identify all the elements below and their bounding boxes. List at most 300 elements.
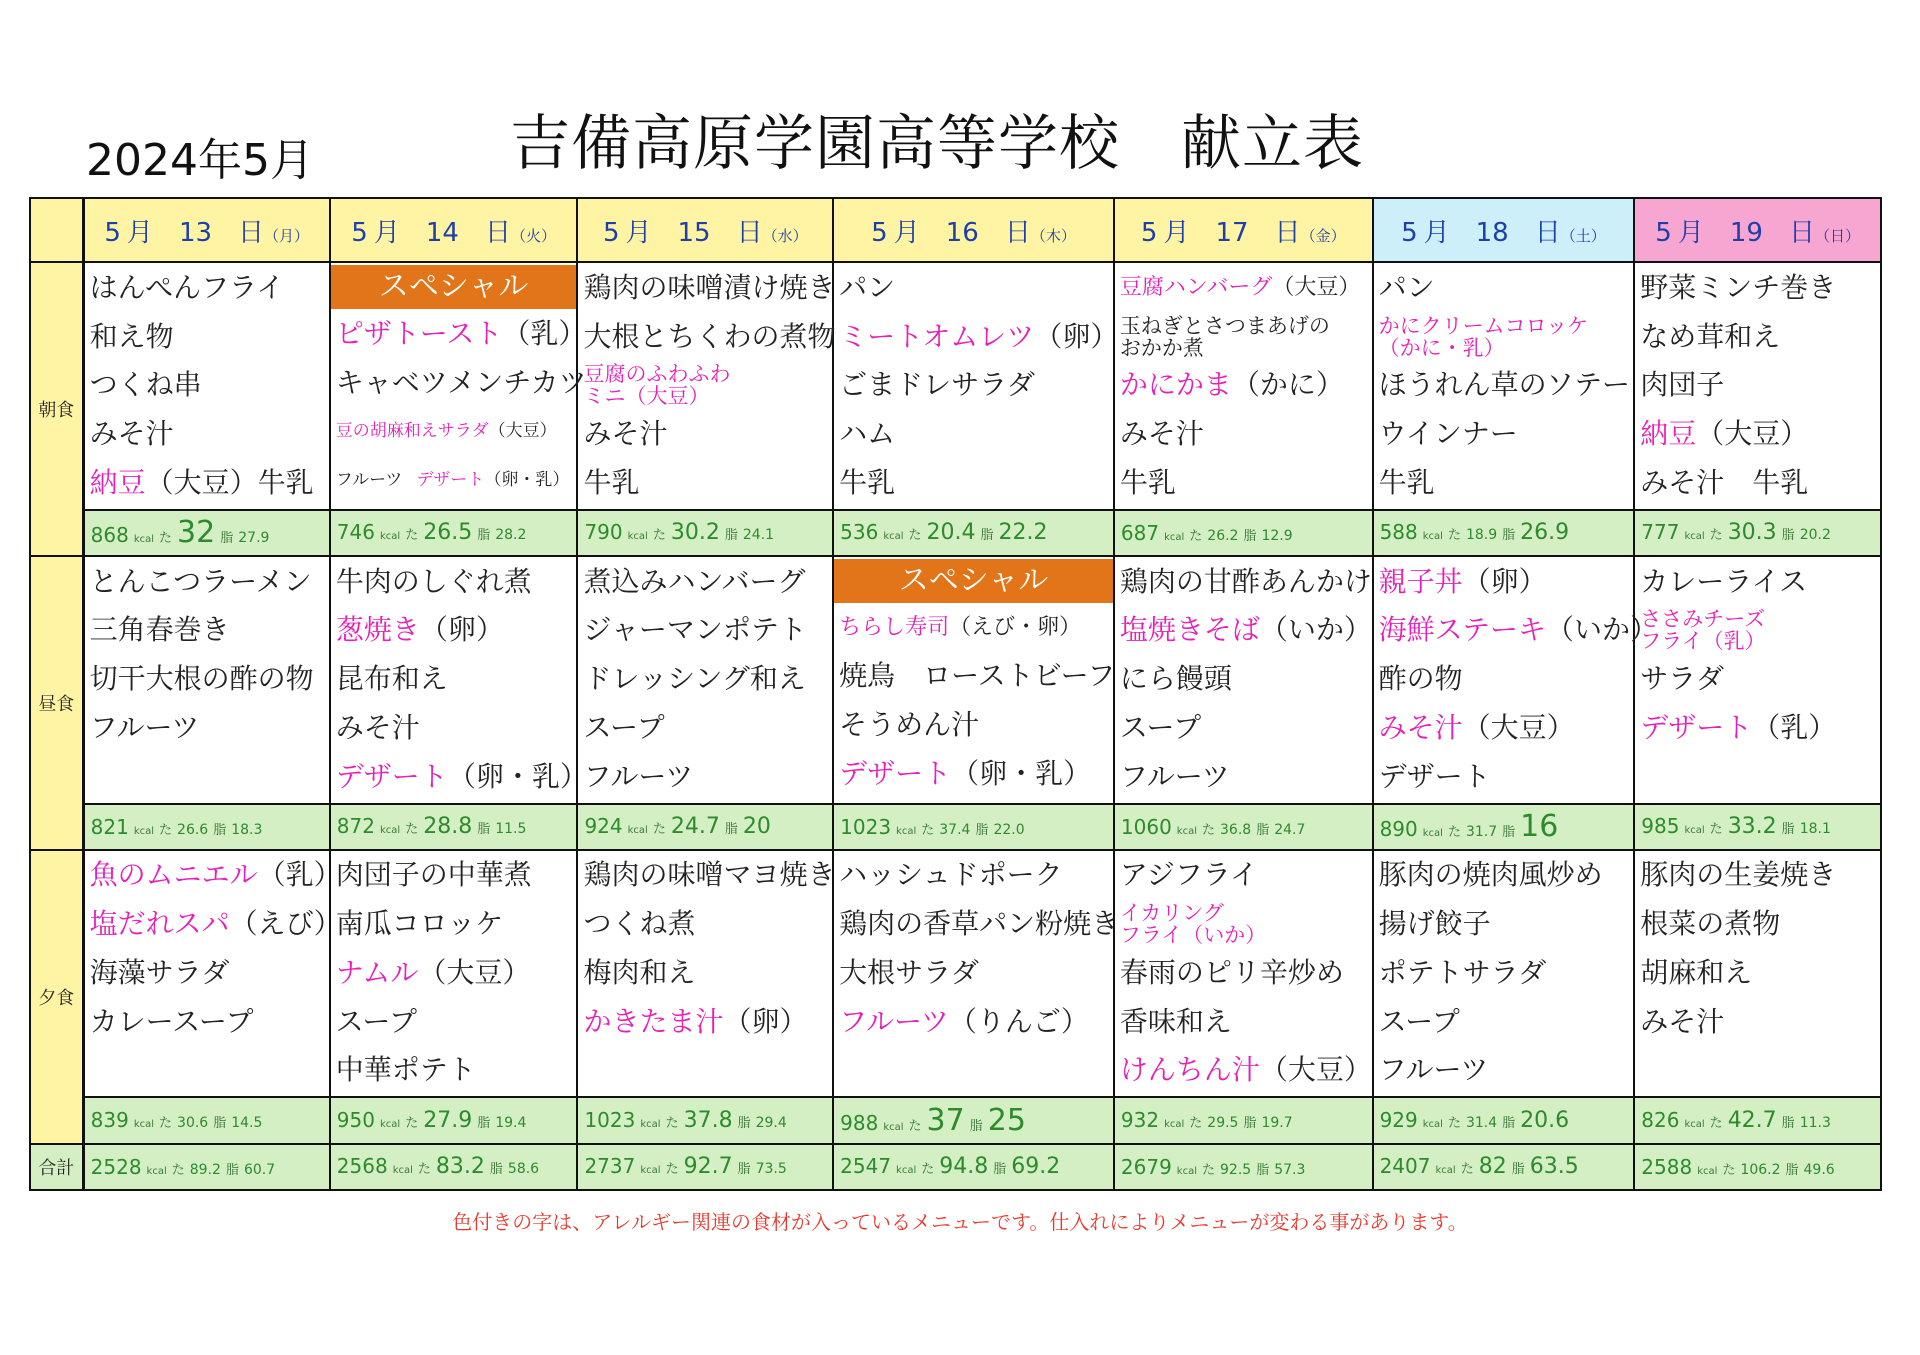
menu-item [85,1046,329,1095]
protein-label: た [1722,1162,1736,1178]
breakfast-label: 朝食 [30,262,83,556]
kcal-unit: kcal [627,825,648,837]
kcal-value: 2588 [1641,1154,1693,1179]
menu-item-text: 切干大根の酢の物 [89,662,314,696]
menu-item [1374,459,1634,508]
nutrition-cell [833,510,1114,556]
menu-item-text: ポテトサラダ [1378,955,1547,989]
kcal-value: 932 [1120,1108,1160,1133]
fat-value: 18.1 [1799,821,1831,838]
menu-item [85,263,329,312]
header-month: 5 [104,217,121,248]
protein-label: た [665,1115,679,1131]
header-month-suffix: 月 [126,217,153,248]
nutrition-cell [83,1097,330,1143]
protein-value: 27.9 [423,1107,473,1133]
lunch-cell [330,556,588,803]
menu-item [578,557,832,606]
breakfast-cell [1373,262,1635,509]
fat-value: 29.4 [755,1114,787,1131]
menu-item-text: フルーツ [1119,759,1230,793]
menu-item-text: 野菜ミンチ巻き [1640,270,1837,304]
nutrition-cell [833,804,1114,850]
menu-item [331,606,577,655]
menu-item-text: みそ汁 [335,710,420,744]
kcal-value: 950 [336,1107,375,1132]
nutrition-line [1374,520,1634,545]
menu-item-text: フルーツ [1378,1053,1489,1087]
protein-value: 30.3 [1727,520,1777,546]
menu-item-text: （卵） [1462,564,1547,598]
menu-item [331,309,587,358]
header-day: 18 [1475,217,1509,248]
kcal-value: 777 [1641,520,1680,545]
protein-label: た [405,528,419,544]
protein-value: 42.7 [1727,1107,1777,1133]
header-weekday: （木） [1030,226,1076,245]
fat-value: 25 [987,1102,1026,1138]
fat-label: 脂 [489,1162,503,1178]
menu-item-allergen: 豆の胡麻和えサラダ [335,420,489,441]
nutrition-line [1635,1155,1880,1179]
dinner-row [30,850,1881,1097]
menu-item [834,263,1113,312]
menu-item-allergen: 豆腐ハンバーグ [1119,274,1273,300]
menu-item-allergen: デザート [335,759,448,793]
menu-item-text: （いか） [1546,613,1659,647]
menu-item [1115,704,1372,753]
nutrition-line [331,814,577,839]
fat-label: 脂 [213,822,227,838]
menu-item [1374,948,1634,997]
menu-item-text: 春雨のピリ辛炒め [1119,955,1344,989]
menu-item-text: スープ [1119,710,1202,744]
nutrition-line [85,815,329,839]
day-header [833,198,1114,262]
kcal-unit: kcal [1684,531,1705,543]
menu-item [85,606,329,655]
header-month: 5 [1140,217,1158,248]
menu-item-text: キャベツメンチカツ [335,365,587,399]
menu-item [1635,606,1880,655]
protein-label: た [921,822,935,838]
menu-item [1374,606,1659,655]
menu-item [834,603,1113,652]
menu-item-text: （卵） [419,613,504,647]
breakfast-cell [833,262,1119,509]
menu-item [834,900,1120,949]
day-header [1634,198,1881,262]
nutrition-line [1635,814,1880,839]
protein-label: た [1202,1162,1216,1178]
nutrition-cell [1373,1144,1635,1190]
header-day-suffix: 日 [484,217,511,248]
menu-item [578,1046,832,1095]
protein-value: 33.2 [1727,814,1777,840]
kcal-value: 839 [90,1108,129,1133]
kcal-unit: kcal [896,1165,917,1177]
protein-label: た [1709,1115,1723,1131]
lunch-cell [1114,556,1373,803]
day-header [577,198,833,262]
header-day: 15 [677,217,711,248]
menu-item-text: 豚肉の焼肉風炒め [1378,858,1603,892]
kcal-value: 2568 [336,1154,388,1179]
fat-value: 63.5 [1529,1154,1579,1180]
kcal-value: 588 [1379,520,1418,545]
fat-value: 16 [1520,809,1559,845]
fat-label: 脂 [477,822,491,838]
protein-value: 26.2 [1207,527,1239,544]
nutrition-cell [83,1144,330,1190]
menu-item-text: アジフライ [1119,858,1258,892]
menu-item-allergen: 海鮮ステーキ [1378,613,1547,647]
header-weekday: （日） [1814,226,1860,245]
menu-item-text: なめ茸和え [1640,319,1781,353]
fat-label: 脂 [220,531,234,547]
menu-item-text: 南瓜コロッケ [335,907,504,941]
fat-label: 脂 [1781,528,1795,544]
menu-item-text: パン [839,270,896,304]
protein-value: 92.5 [1220,1161,1252,1178]
kcal-unit: kcal [1176,1165,1197,1177]
kcal-unit: kcal [1684,825,1705,837]
nutrition-line [578,520,832,545]
menu-item-text: 肉団子の中華煮 [335,858,532,892]
protein-label: た [159,531,173,547]
kcal-unit: kcal [379,1118,401,1130]
menu-item-allergen: 塩焼きそば [1119,613,1260,647]
menu-item-text: みそ汁 [1119,417,1204,451]
kcal-value: 2679 [1120,1154,1172,1179]
protein-label: た [159,1116,173,1132]
fat-label: 脂 [1243,528,1257,544]
breakfast-cell [330,262,587,509]
menu-item-text: フルーツ [335,469,403,490]
nutrition-cell [83,804,330,850]
menu-item [1374,361,1634,410]
fat-value: 58.6 [507,1161,540,1178]
protein-value: 24.7 [670,814,720,840]
menu-item [85,900,342,949]
protein-label: た [1189,1116,1203,1132]
lunch-cell [833,556,1114,803]
nutrition-cell [577,510,833,556]
menu-item [578,655,832,704]
header-day: 17 [1215,217,1249,248]
protein-value: 94.8 [939,1154,989,1180]
menu-item-text: カレースープ [89,1004,254,1038]
fat-value: 11.5 [495,821,527,838]
allergy-note: 色付きの字は、アレルギー関連の食材が入っているメニューです。仕入れによりメニューが変わる事があります。 [452,1210,1468,1234]
menu-item-text: （大豆） [1259,1053,1372,1087]
menu-item-allergen: 塩だれスパ [89,907,230,941]
menu-item-allergen: 魚のムニエル [89,858,258,892]
menu-item-text: （卵） [1034,319,1119,353]
nutrition-line [1115,521,1372,545]
menu-item [85,752,329,801]
kcal-value: 2547 [840,1154,892,1179]
menu-item [578,752,832,801]
breakfast-cell [83,262,330,509]
menu-item-line2: フライ（乳） [1640,629,1766,654]
nutrition-line [1115,1155,1372,1179]
menu-item [85,312,329,361]
lunch-row [30,556,1881,803]
kcal-value: 1023 [840,814,892,839]
dinner-cell [83,850,342,1097]
day-header [1373,198,1635,262]
kcal-value: 790 [584,520,623,545]
kcal-value: 821 [90,814,129,839]
menu-item [1635,410,1880,459]
nutrition-cell [577,1144,833,1190]
kcal-value: 924 [584,814,623,839]
menu-item [85,361,329,410]
menu-item [1115,655,1372,704]
kcal-unit: kcal [379,531,401,543]
page-title: 吉備高原学園高等学校 献立表 [510,109,1364,179]
menu-item [331,1046,577,1095]
fat-label: 脂 [969,1118,983,1134]
dinner-cell [330,850,578,1097]
fat-value: 18.3 [231,821,263,838]
protein-label: た [1189,528,1203,544]
nutrition-line [1374,809,1634,844]
menu-item [1374,263,1634,312]
menu-item-text: ドレッシング和え [583,662,806,696]
fat-label: 脂 [477,1115,491,1131]
menu-item [834,652,1116,701]
protein-label: た [405,822,419,838]
menu-item [1635,312,1880,361]
menu-item [331,900,577,949]
corner-cell [30,198,83,262]
total-nutrition-row [30,1144,1881,1190]
protein-value: 31.4 [1465,1114,1498,1131]
menu-item-allergen: ミートオムレツ [839,319,1035,353]
menu-item [85,557,329,606]
nutrition-line [1115,815,1372,839]
menu-item-allergen: デザート [839,756,952,790]
menu-item-text: 胡麻和え [1640,955,1753,989]
menu-item-text: （大豆） [488,420,557,441]
fat-label: 脂 [993,1162,1007,1178]
menu-item-text: 牛乳 [1119,465,1176,499]
kcal-value: 2528 [90,1154,142,1179]
fat-label: 脂 [1785,1162,1799,1178]
protein-label: た [1447,1115,1461,1131]
nutrition-cell [1114,804,1373,850]
menu-item-text: 鶏肉の味噌マヨ焼き [583,858,836,892]
menu-item-text: スープ [583,710,665,744]
menu-item-text: そうめん汁 [839,708,980,742]
nutrition-line [578,814,832,839]
menu-item [1374,557,1634,606]
menu-item [834,361,1113,410]
menu-item [1374,752,1634,801]
kcal-unit: kcal [640,1165,661,1177]
kcal-unit: kcal [133,534,155,546]
fat-value: 11.3 [1799,1114,1831,1131]
protein-label: た [1202,822,1216,838]
menu-item [578,704,832,753]
fat-value: 22.2 [998,520,1048,546]
kcal-unit: kcal [883,531,904,543]
day-header [1114,198,1373,262]
menu-item [85,851,342,900]
menu-table [29,197,1882,1191]
header-weekday: （火） [510,226,556,245]
fat-label: 脂 [975,822,989,838]
nutrition-cell [1634,804,1881,850]
menu-item [331,997,577,1046]
menu-item-text: 香味和え [1119,1004,1232,1038]
header-month-suffix: 月 [1677,217,1704,248]
menu-item [331,851,577,900]
menu-item [834,410,1113,459]
special-banner: スペシャル [834,559,1113,603]
protein-value: 26.5 [423,520,473,546]
lunch-cell [83,556,330,803]
menu-item-text: （大豆）牛乳 [145,465,314,499]
menu-item-note: （卵・乳） [484,469,570,490]
menu-item-text: 牛乳 [583,465,640,499]
menu-item [331,557,577,606]
special-banner: スペシャル [331,265,577,309]
menu-item-text: スープ [335,1004,417,1038]
menu-item [1115,997,1372,1046]
menu-item-allergen: 納豆 [1640,417,1697,451]
menu-item-text: 根菜の煮物 [1640,907,1781,941]
menu-item-text: みそ汁 牛乳 [1640,465,1809,499]
fat-label: 脂 [1243,1116,1257,1132]
nutrition-cell [1373,510,1635,556]
menu-item [1374,655,1634,704]
menu-item [578,997,832,1046]
menu-item [1115,410,1372,459]
menu-item [1115,752,1372,801]
kcal-value: 929 [1379,1107,1418,1132]
dinner-cell [577,850,836,1097]
nutrition-line [834,1103,1113,1138]
kcal-unit: kcal [627,531,648,543]
menu-item-text: 酢の物 [1378,662,1463,696]
kcal-unit: kcal [1435,1165,1456,1177]
menu-item [1635,1046,1880,1095]
nutrition-line [1635,520,1880,545]
fat-value: 14.5 [231,1115,263,1132]
menu-item [331,456,577,505]
protein-label: た [652,822,666,838]
menu-item-line2: （かに・乳） [1378,335,1505,360]
nutrition-line [1374,1154,1634,1179]
menu-item-line1: イカリング [1119,901,1224,926]
fat-label: 脂 [1502,825,1516,841]
kcal-value: 890 [1379,817,1418,842]
menu-item-text: フルーツ [583,759,694,793]
nutrition-cell [1634,510,1881,556]
menu-item-text: 煮込みハンバーグ [583,564,806,598]
menu-item-line1: 玉ねぎとさつまあげの [1119,313,1330,338]
protein-label: た [417,1162,431,1178]
kcal-unit: kcal [883,1121,904,1133]
fat-value: 28.2 [495,527,527,544]
menu-item [1635,851,1880,900]
header-day-suffix: 日 [736,217,763,248]
menu-item [85,948,329,997]
header-day-suffix: 日 [238,217,265,248]
nutrition-cell [577,1097,833,1143]
nutrition-line [85,1155,329,1179]
nutrition-line [834,815,1113,839]
menu-item [1115,557,1372,606]
menu-item-text: 大根とちくわの煮物 [583,319,836,353]
menu-item [331,358,587,407]
menu-item-text: パン [1378,270,1435,304]
protein-value: 32 [177,515,216,551]
menu-item-text: ごまドレサラダ [839,368,1035,402]
menu-item-text: はんぺんフライ [89,270,285,304]
menu-item-text: 梅肉和え [583,955,696,989]
fat-label: 脂 [737,1162,751,1178]
header-month-suffix: 月 [893,217,920,248]
menu-item-allergen: ちらし寿司 [839,614,950,640]
menu-item [331,407,577,456]
protein-value: 18.9 [1465,527,1498,544]
menu-item-text: みそ汁 [89,417,174,451]
protein-value: 83.2 [435,1154,485,1180]
header-day-suffix: 日 [1004,217,1031,248]
nutrition-line [1374,1108,1634,1133]
menu-item-text: にら饅頭 [1119,662,1232,696]
menu-item-text: （いか） [1259,613,1372,647]
menu-item-text: 鶏肉の甘酢あんかけ [1119,564,1372,598]
menu-item-allergen: かきたま汁 [583,1004,724,1038]
nutrition-cell [1114,510,1373,556]
menu-item [578,459,832,508]
fat-value: 57.3 [1274,1161,1306,1178]
protein-label: た [405,1115,419,1131]
nutrition-line [85,515,329,550]
header-month: 5 [1401,217,1418,248]
menu-item [1635,557,1880,606]
menu-item-text: ジャーマンポテト [583,613,807,647]
protein-value: 36.8 [1220,821,1252,838]
protein-value: 31.7 [1465,824,1498,841]
kcal-unit: kcal [1422,531,1443,543]
protein-value: 89.2 [189,1161,221,1178]
menu-item [834,750,1113,799]
kcal-value: 868 [90,523,129,548]
menu-item [1635,361,1880,410]
menu-item [331,752,588,801]
menu-item-text: 牛乳 [1378,465,1435,499]
menu-item [85,704,329,753]
nutrition-cell [1634,1097,1881,1143]
menu-item [834,1046,1113,1095]
protein-label: た [159,822,173,838]
menu-item-line1: かにクリームコロッケ [1378,313,1589,338]
protein-label: た [1447,825,1461,841]
dinner-cell [1114,850,1373,1097]
fat-label: 脂 [213,1116,227,1132]
nutrition-cell [577,804,833,850]
fat-value: 19.7 [1261,1115,1293,1132]
dinner-cell [1634,850,1881,1097]
menu-item-text: （卵） [723,1004,808,1038]
menu-item-text: 中華ポテト [335,1053,476,1087]
